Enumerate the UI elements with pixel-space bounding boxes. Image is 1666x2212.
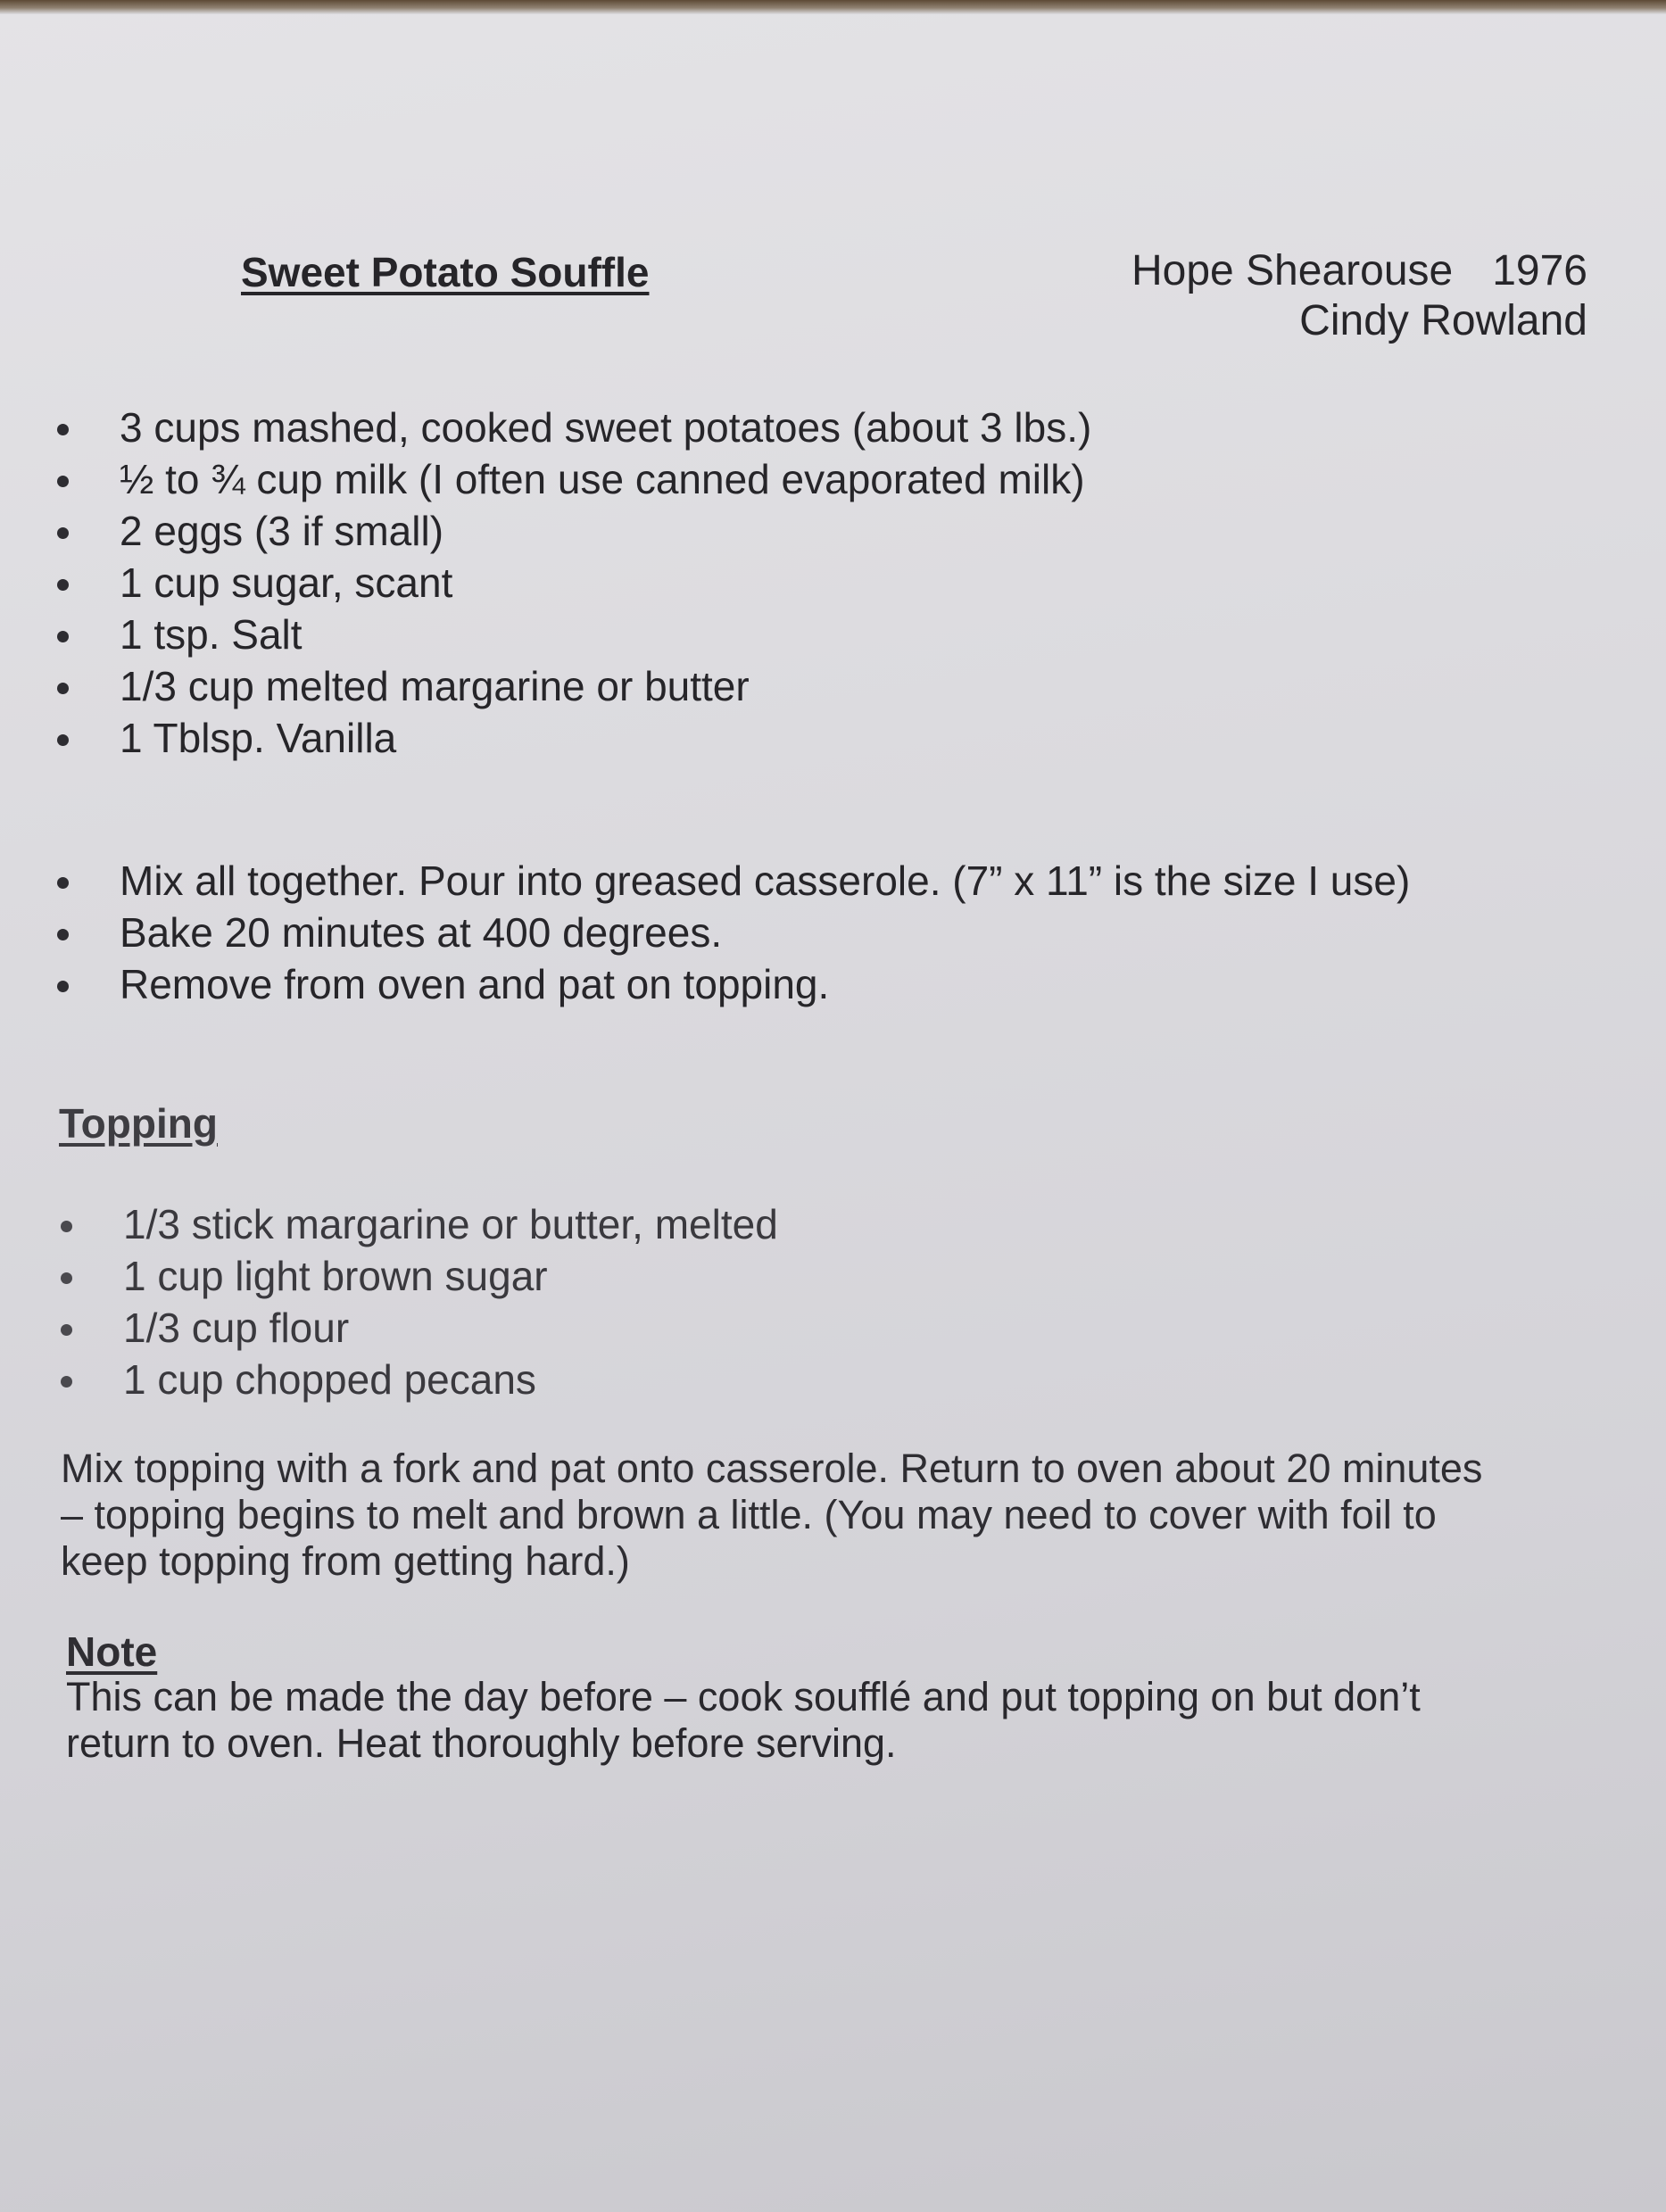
topping-item: 1/3 stick margarine or butter, melted bbox=[0, 1198, 1606, 1250]
topping-ingredient-list bbox=[0, 1198, 1606, 1405]
note-text bbox=[66, 1674, 1421, 1767]
topping-item: 1 cup chopped pecans bbox=[0, 1354, 1606, 1405]
topping-item: 1/3 cup flour bbox=[0, 1302, 1606, 1354]
attribution-line-1 bbox=[1131, 246, 1587, 296]
second-author-name: Cindy Rowland bbox=[1299, 297, 1587, 344]
ingredient-item: 1 tsp. Salt bbox=[0, 609, 1606, 660]
ingredient-item: 1/3 cup melted margarine or butter bbox=[0, 660, 1606, 712]
topping-instructions-line: – topping begins to melt and brown a little. (You may need to cover with foil to bbox=[61, 1492, 1437, 1537]
ingredient-item: 3 cups mashed, cooked sweet potatoes (about 3 lbs.) bbox=[0, 402, 1606, 453]
note-heading: Note bbox=[66, 1628, 158, 1675]
note-line: This can be made the day before – cook soufflé and put topping on but don’t bbox=[66, 1674, 1421, 1719]
recipe-year: 1976 bbox=[1492, 247, 1587, 294]
attribution bbox=[1131, 246, 1587, 346]
author-name: Hope Shearouse bbox=[1131, 247, 1454, 294]
note-line: return to oven. Heat thoroughly before serving. bbox=[66, 1720, 897, 1766]
topping-instructions-line: Mix topping with a fork and pat onto casserole. Return to oven about 20 minutes bbox=[61, 1446, 1483, 1491]
ingredient-item: 2 eggs (3 if small) bbox=[0, 505, 1606, 557]
ingredient-list bbox=[0, 402, 1606, 764]
step-item: Remove from oven and pat on topping. bbox=[0, 958, 1606, 1010]
topping-instructions bbox=[61, 1446, 1482, 1585]
topping-item: 1 cup light brown sugar bbox=[0, 1250, 1606, 1302]
step-item: Mix all together. Pour into greased casserole. (7” x 11” is the size I use) bbox=[0, 855, 1606, 907]
ingredient-item: 1 cup sugar, scant bbox=[0, 557, 1606, 609]
ingredient-item: 1 Tblsp. Vanilla bbox=[0, 712, 1606, 764]
step-item: Bake 20 minutes at 400 degrees. bbox=[0, 907, 1606, 958]
step-list bbox=[0, 855, 1606, 1010]
ingredient-item: ½ to ¾ cup milk (I often use canned evaporated milk) bbox=[0, 453, 1606, 505]
topping-instructions-line: keep topping from getting hard.) bbox=[61, 1538, 630, 1584]
recipe-title: Sweet Potato Souffle bbox=[241, 249, 650, 295]
topping-heading: Topping bbox=[59, 1100, 218, 1147]
